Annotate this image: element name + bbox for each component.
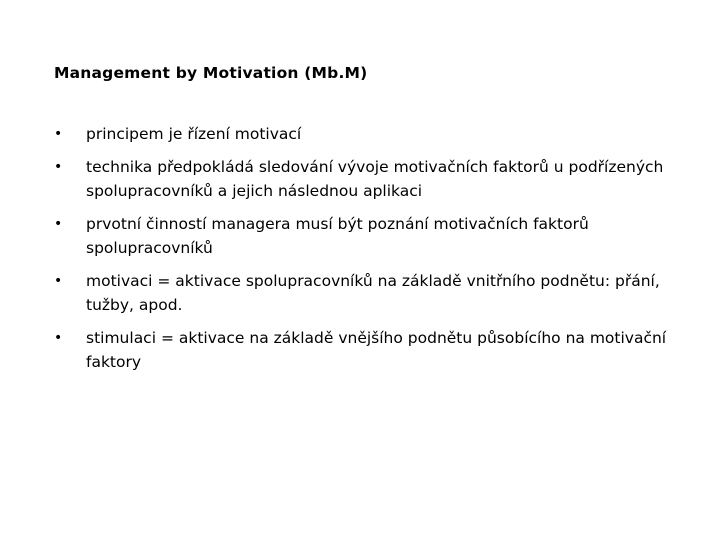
bullet-text: motivaci = aktivace spolupracovníků na základě vnitřního podnětu: přání, tužby, apod. [86,272,660,314]
bullet-item [54,269,694,317]
bullet-item [54,122,694,146]
bullet-dot-icon: • [54,159,63,175]
bullet-text: principem je řízení motivací [86,125,302,143]
bullet-dot-icon: • [54,330,63,346]
bullet-dot-icon: • [54,216,63,232]
bullet-item [54,155,694,203]
bullet-text: technika předpokládá sledování vývoje motivačních faktorů u podřízených spolupracovníků a jejich následnou aplikaci [86,158,664,200]
bullet-text: prvotní činností managera musí být poznání motivačních faktorů spolupracovníků [86,215,589,257]
bullet-item [54,326,694,374]
bullet-text: stimulaci = aktivace na základě vnějšího podnětu působícího na motivační faktory [86,329,667,371]
bullet-item [54,212,694,260]
bullet-dot-icon: • [54,273,63,289]
bullet-list [54,122,694,383]
slide-title: Management by Motivation (Mb.M) [54,64,368,82]
bullet-dot-icon: • [54,126,63,142]
